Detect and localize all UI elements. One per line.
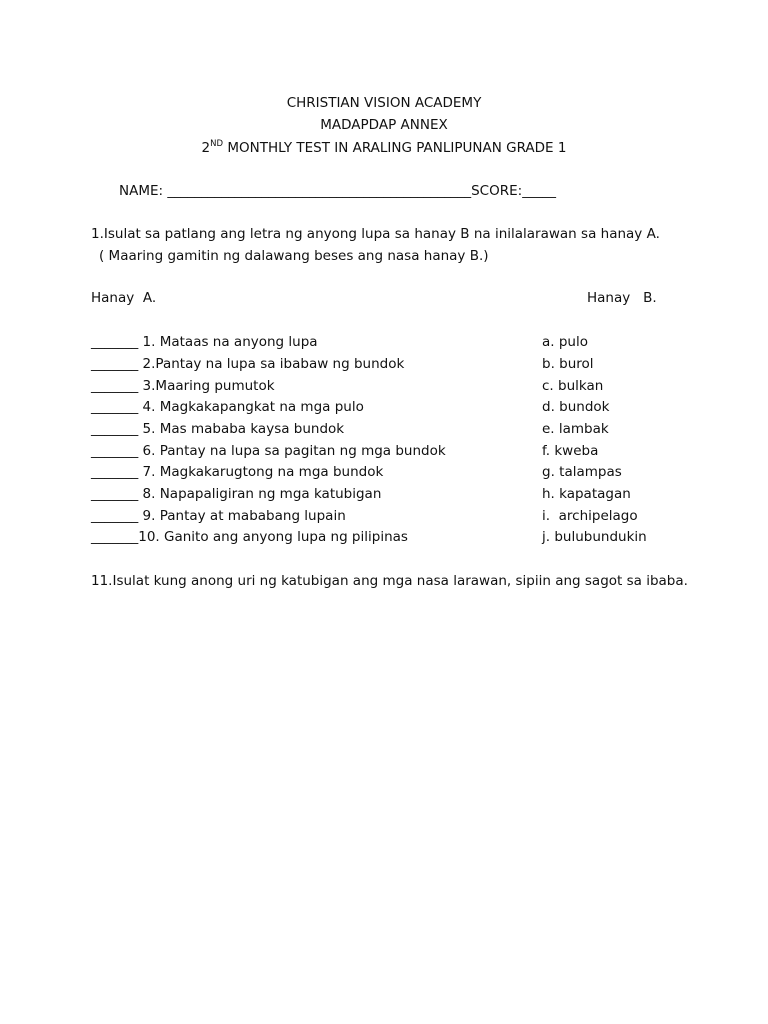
list-item-b-10: j. bulubundukin (542, 529, 647, 545)
branch-name: MADAPDAP ANNEX (320, 117, 448, 133)
list-item-b-4: d. bundok (542, 399, 610, 415)
list-item-a-1[interactable]: _______ 1. Mataas na anyong lupa (91, 334, 318, 350)
list-item-b-7: g. talampas (542, 464, 622, 480)
test-title-prefix: 2 (201, 140, 211, 156)
school-name: CHRISTIAN VISION ACADEMY (286, 95, 482, 111)
list-item-a-8[interactable]: _______ 8. Napapaligiran ng mga katubigan (91, 486, 382, 502)
list-item-a-6[interactable]: _______ 6. Pantay na lupa sa pagitan ng mga bundok (91, 443, 446, 459)
list-item-b-8: h. kapatagan (542, 486, 631, 502)
test-title-rest: MONTHLY TEST IN ARALING PANLIPUNAN GRADE 1 (223, 140, 567, 156)
score-label: SCORE: (471, 183, 523, 199)
list-item-b-9: i. archipelago (542, 508, 638, 524)
score-blank[interactable]: _____ (522, 183, 556, 199)
name-blank[interactable]: _____________________________________________ (167, 183, 472, 199)
list-item-a-2[interactable]: _______ 2.Pantay na lupa sa ibabaw ng bundok (91, 356, 405, 372)
q1-note: ( Maaring gamitin ng dalawang beses ang nasa hanay B.) (99, 248, 489, 264)
list-item-b-2: b. burol (542, 356, 594, 372)
list-item-a-7[interactable]: _______ 7. Magkakarugtong na mga bundok (91, 464, 384, 480)
column-b-heading: Hanay B. (587, 290, 657, 306)
test-title-superscript: ND (210, 139, 224, 149)
q11-instruction: 11.Isulat kung anong uri ng katubigan ang mga nasa larawan, sipiin ang sagot sa ibaba. (91, 573, 688, 589)
q1-instruction: 1.Isulat sa patlang ang letra ng anyong lupa sa hanay B na inilalarawan sa hanay A. (91, 226, 660, 242)
list-item-a-4[interactable]: _______ 4. Magkakapangkat na mga pulo (91, 399, 364, 415)
list-item-a-5[interactable]: _______ 5. Mas mababa kaysa bundok (91, 421, 345, 437)
test-title (0, 139, 768, 156)
name-label: NAME: (119, 183, 164, 199)
list-item-b-5: e. lambak (542, 421, 609, 437)
list-item-b-1: a. pulo (542, 334, 588, 350)
list-item-b-3: c. bulkan (542, 378, 604, 394)
list-item-a-10[interactable]: _______10. Ganito ang anyong lupa ng pilipinas (91, 529, 408, 545)
column-a-heading: Hanay A. (91, 290, 157, 306)
list-item-a-9[interactable]: _______ 9. Pantay at mababang lupain (91, 508, 346, 524)
list-item-a-3[interactable]: _______ 3.Maaring pumutok (91, 378, 275, 394)
list-item-b-6: f. kweba (542, 443, 599, 459)
name-score-line (119, 183, 556, 199)
